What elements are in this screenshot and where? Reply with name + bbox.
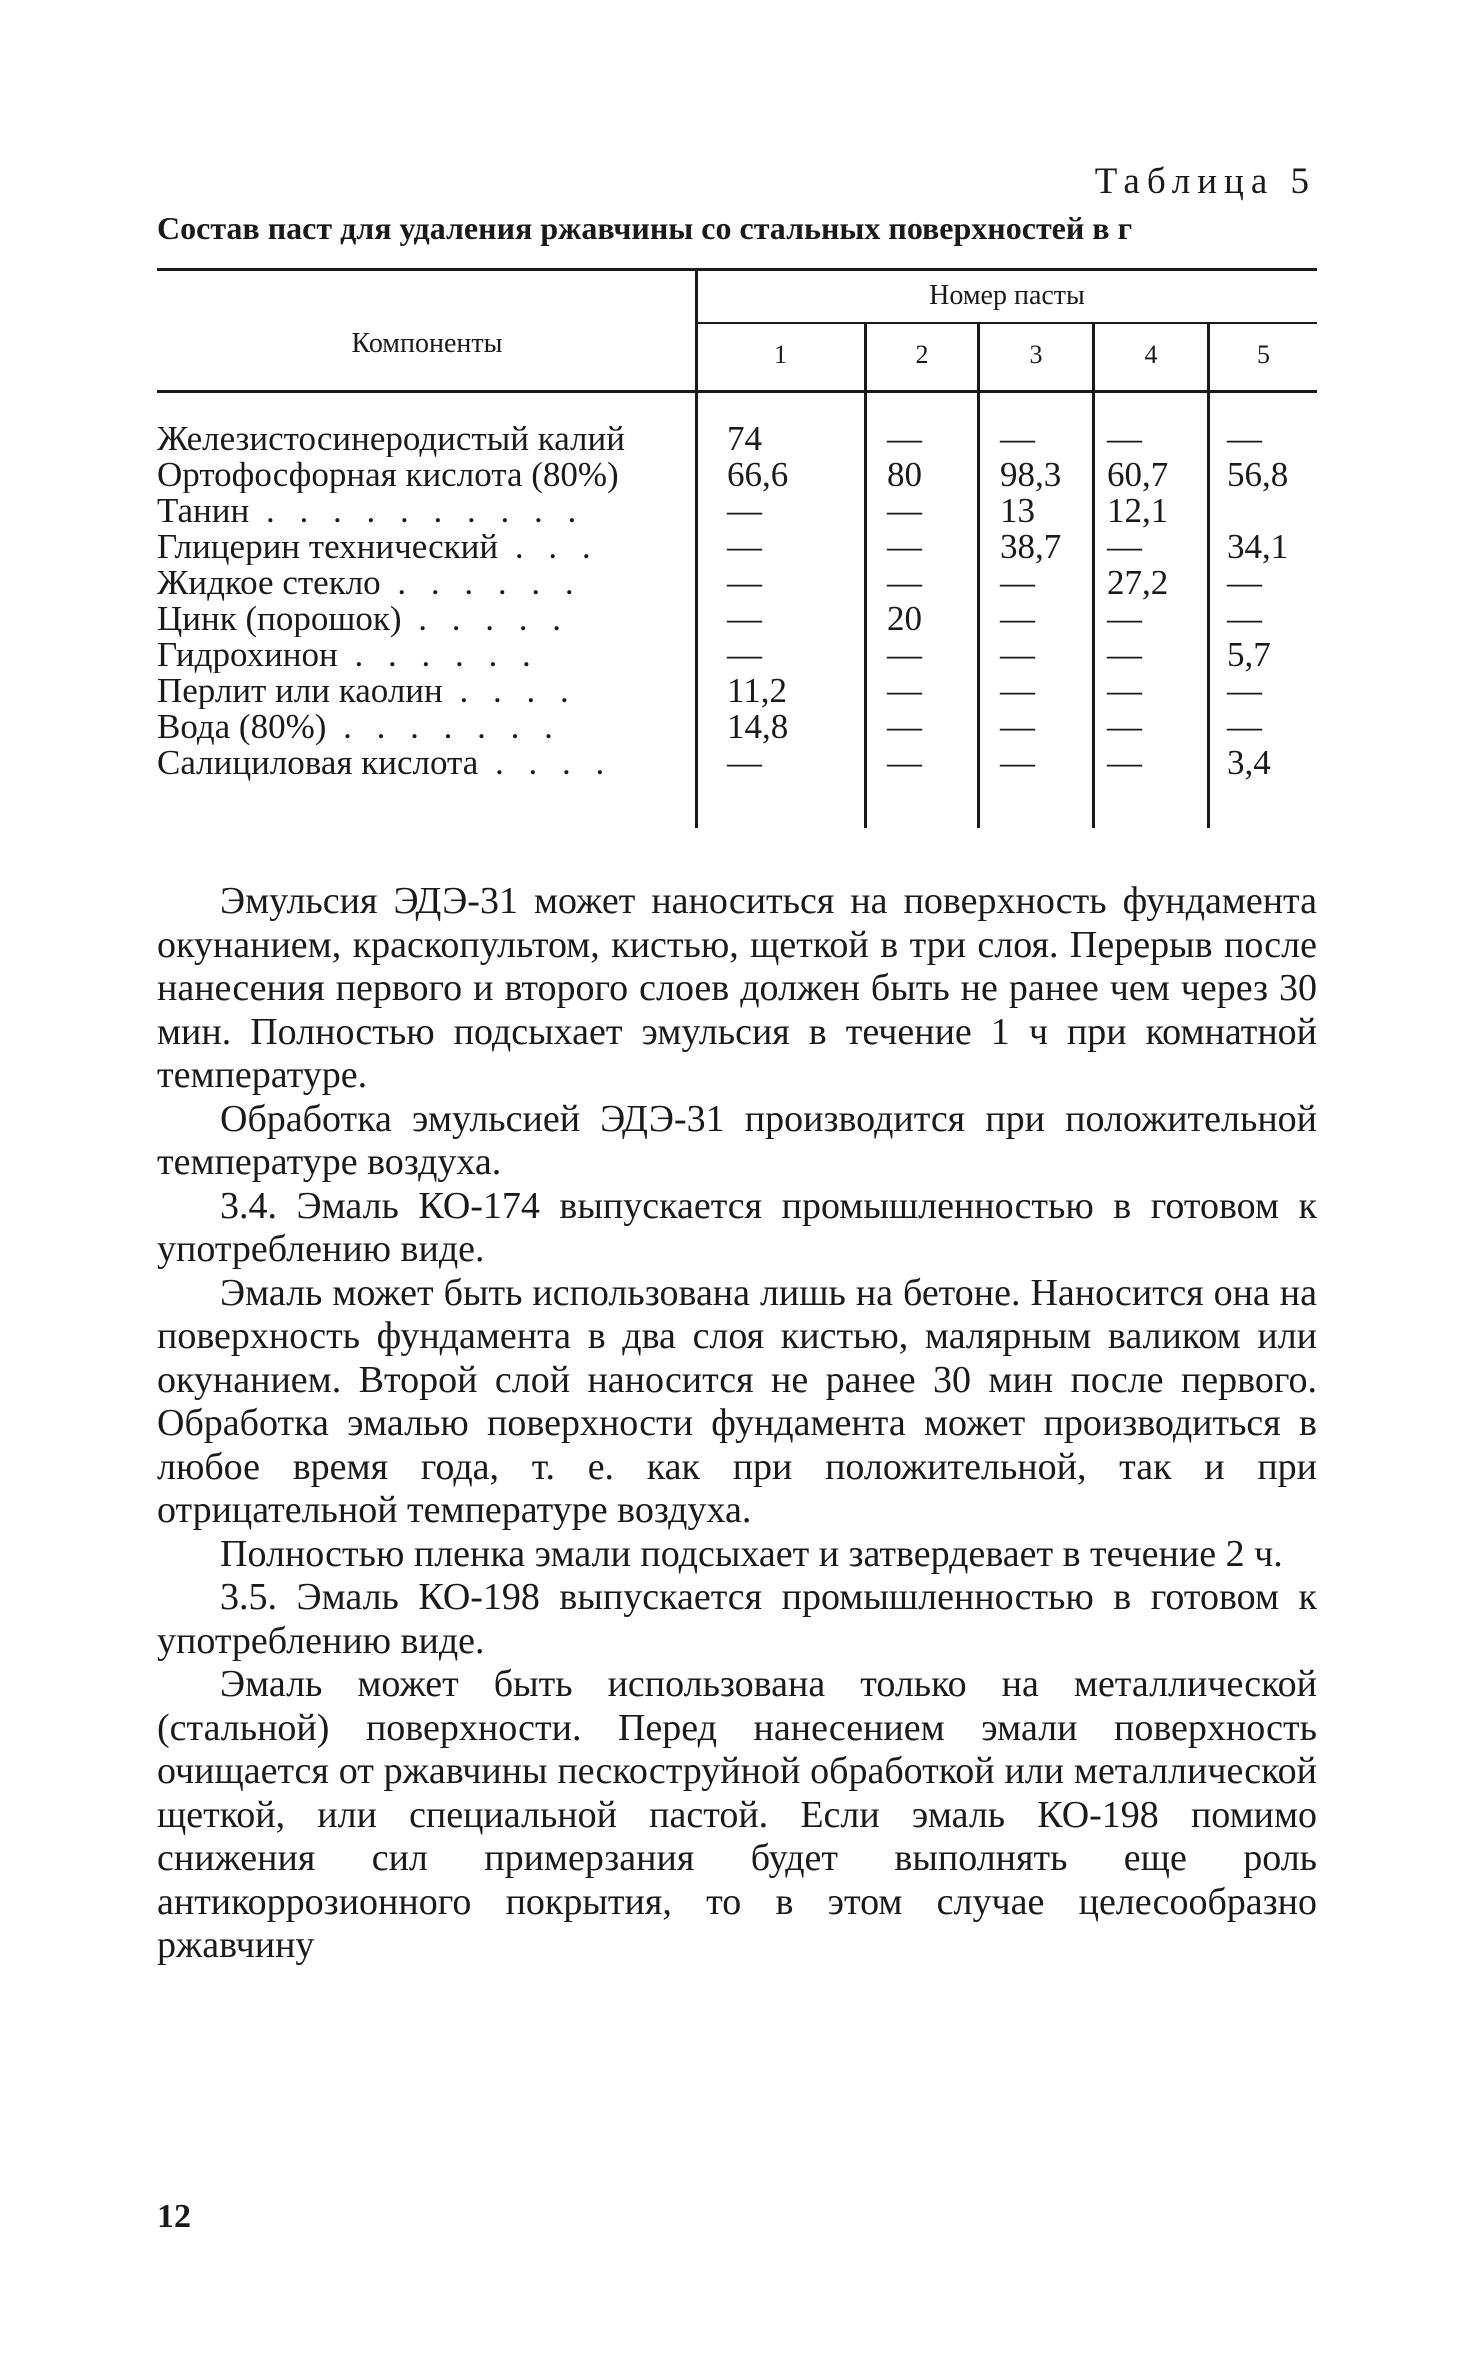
page-number: 12 xyxy=(157,2198,191,2235)
component-name xyxy=(157,709,687,745)
component-label: Железистосинеродистый калий xyxy=(157,421,625,457)
table-cell: 11,2 xyxy=(727,671,787,710)
table-cell: — xyxy=(727,563,762,602)
component-label: Гидрохинон xyxy=(157,637,338,673)
table-cell: 3,4 xyxy=(1227,743,1271,782)
table-cell: — xyxy=(1107,671,1142,710)
table-cell: 27,2 xyxy=(1107,563,1169,602)
table-cell: 38,7 xyxy=(1000,527,1062,566)
table-cell: — xyxy=(1107,419,1142,458)
leader-dots: . . . . xyxy=(442,673,577,709)
body-text xyxy=(157,880,1317,1968)
leader-dots: . . . . . . xyxy=(337,637,539,673)
paragraph: Полностью пленка эмали подсыхает и затвердевает в течение 2 ч. xyxy=(220,1532,1283,1575)
table-cell: — xyxy=(1107,707,1142,746)
table-cell: — xyxy=(1000,743,1035,782)
table-cell: — xyxy=(887,527,922,566)
table-cell: — xyxy=(1227,563,1262,602)
table-cell: — xyxy=(1227,707,1262,746)
table-cell: — xyxy=(727,743,762,782)
table-cell: 20 xyxy=(887,599,922,638)
component-label: Цинк (порошок) xyxy=(157,601,402,637)
column-number: 2 xyxy=(915,340,929,369)
table-cell: — xyxy=(1000,563,1035,602)
components-header: Компоненты xyxy=(351,328,503,359)
table-row xyxy=(157,637,1317,673)
table-row xyxy=(157,529,1317,565)
header-bottom-rule xyxy=(157,390,1317,393)
table-row xyxy=(157,421,1317,457)
component-label: Танин xyxy=(157,493,250,529)
paragraph: Обработка эмульсией ЭДЭ-31 производится при положительной температуре воздуха. xyxy=(157,1097,1317,1183)
table-cell: 66,6 xyxy=(727,455,789,494)
table-cell: 56,8 xyxy=(1227,455,1289,494)
table-cell: 5,7 xyxy=(1227,635,1271,674)
table-cell: 13 xyxy=(1000,491,1035,530)
table-cell: — xyxy=(1227,671,1262,710)
table-cell: — xyxy=(727,599,762,638)
column-number: 5 xyxy=(1257,340,1270,369)
component-name xyxy=(157,673,687,709)
component-label: Вода (80%) xyxy=(157,709,327,745)
leader-dots: . . . xyxy=(498,529,599,565)
table-cell: — xyxy=(1000,419,1035,458)
table-row xyxy=(157,745,1317,781)
component-label: Жидкое стекло xyxy=(157,565,381,601)
table-cell: — xyxy=(727,527,762,566)
column-number: 4 xyxy=(1144,340,1158,369)
table-cell: — xyxy=(887,635,922,674)
paste-number-header: Номер пасты xyxy=(929,280,1085,311)
table-cell: — xyxy=(1000,707,1035,746)
table-cell: — xyxy=(1227,599,1262,638)
table-cell: — xyxy=(1107,635,1142,674)
paragraph: Эмаль может быть использована лишь на бетоне. Наносится она на поверхность фундамента в два слоя кистью, малярным валиком или окунанием. Второй слой наносится не ранее 30 мин после первого. Обработка эмалью поверхности фундамента может производиться в любое время года, т. е. как при положительной, так и при отрицательной температуре воздуха. xyxy=(157,1271,1317,1531)
table-cell: 14,8 xyxy=(727,707,789,746)
leader-dots: . . . . . . . . . . xyxy=(249,493,585,529)
component-name xyxy=(157,601,687,637)
paragraph: Эмаль может быть использована только на металлической (стальной) поверхности. Перед нанесением эмали поверхность очищается от ржавчины пескоструйной обработкой или металлической щеткой, или специальной пастой. Если эмаль КО-198 помимо снижения сил примерзания будет выполнять еще роль антикоррозионного покрытия, то в этом случае целесообразно ржавчину xyxy=(157,1663,1317,1966)
component-name xyxy=(157,565,687,601)
table-cell: — xyxy=(887,707,922,746)
table-cell: — xyxy=(1107,743,1142,782)
paragraph: 3.4. Эмаль КО-174 выпускается промышленностью в готовом к употреблению виде. xyxy=(157,1184,1317,1270)
component-name xyxy=(157,745,687,781)
table-body xyxy=(157,421,1317,781)
table-row xyxy=(157,493,1317,529)
leader-dots: . . . . xyxy=(478,745,613,781)
table-cell: — xyxy=(1227,419,1262,458)
table-cell: 98,3 xyxy=(1000,455,1062,494)
table-cell: 34,1 xyxy=(1227,527,1289,566)
paragraph: 3.5. Эмаль КО-198 выпускается промышленностью в готовом к употреблению виде. xyxy=(157,1576,1317,1662)
component-label: Глицерин технический xyxy=(157,529,499,565)
component-label: Перлит или каолин xyxy=(157,673,443,709)
column-number: 1 xyxy=(774,340,787,369)
header-mid-rule xyxy=(697,322,1317,324)
table-row xyxy=(157,601,1317,637)
component-name xyxy=(157,493,687,529)
component-label: Салициловая кислота xyxy=(157,745,479,781)
table-cell: — xyxy=(1000,599,1035,638)
table-cell: 60,7 xyxy=(1107,455,1169,494)
component-name xyxy=(157,529,687,565)
table-cell: 80 xyxy=(887,455,922,494)
table-cell: — xyxy=(1107,527,1142,566)
leader-dots: . . . . . . . xyxy=(326,709,561,745)
table-caption: Таблица 5 xyxy=(1094,161,1316,202)
leader-dots: . . . . . xyxy=(401,601,569,637)
table-cell: — xyxy=(727,635,762,674)
table-cell: — xyxy=(727,491,762,530)
component-name xyxy=(157,421,687,457)
table-top-rule xyxy=(157,268,1317,271)
table-cell: — xyxy=(1000,671,1035,710)
table-row xyxy=(157,709,1317,745)
table-cell: — xyxy=(887,743,922,782)
table-row xyxy=(157,457,1317,493)
table-row xyxy=(157,565,1317,601)
table-cell: — xyxy=(887,563,922,602)
table-cell: 74 xyxy=(727,419,762,458)
table-cell: — xyxy=(1107,599,1142,638)
composition-table xyxy=(157,268,1317,828)
table-title: Состав паст для удаления ржавчины со стальных поверхностей в г xyxy=(157,210,1133,246)
component-name xyxy=(157,637,687,673)
leader-dots: . . . . . . xyxy=(380,565,582,601)
table-cell: — xyxy=(887,419,922,458)
table-row xyxy=(157,673,1317,709)
table-cell: — xyxy=(887,671,922,710)
table-cell: 12,1 xyxy=(1107,491,1169,530)
component-label: Ортофосфорная кислота (80%) xyxy=(157,457,619,493)
paragraph: Эмульсия ЭДЭ-31 может наноситься на поверхность фундамента окунанием, краскопультом, кистью, щеткой в три слоя. Перерыв после нанесения первого и второго слоев должен быть не ранее чем через 30 мин. Полностью подсыхает эмульсия в течение 1 ч при комнатной температуре. xyxy=(157,880,1317,1096)
table-cell: — xyxy=(1000,635,1035,674)
column-number: 3 xyxy=(1029,340,1043,369)
table-cell: — xyxy=(887,491,922,530)
component-name xyxy=(157,457,687,493)
